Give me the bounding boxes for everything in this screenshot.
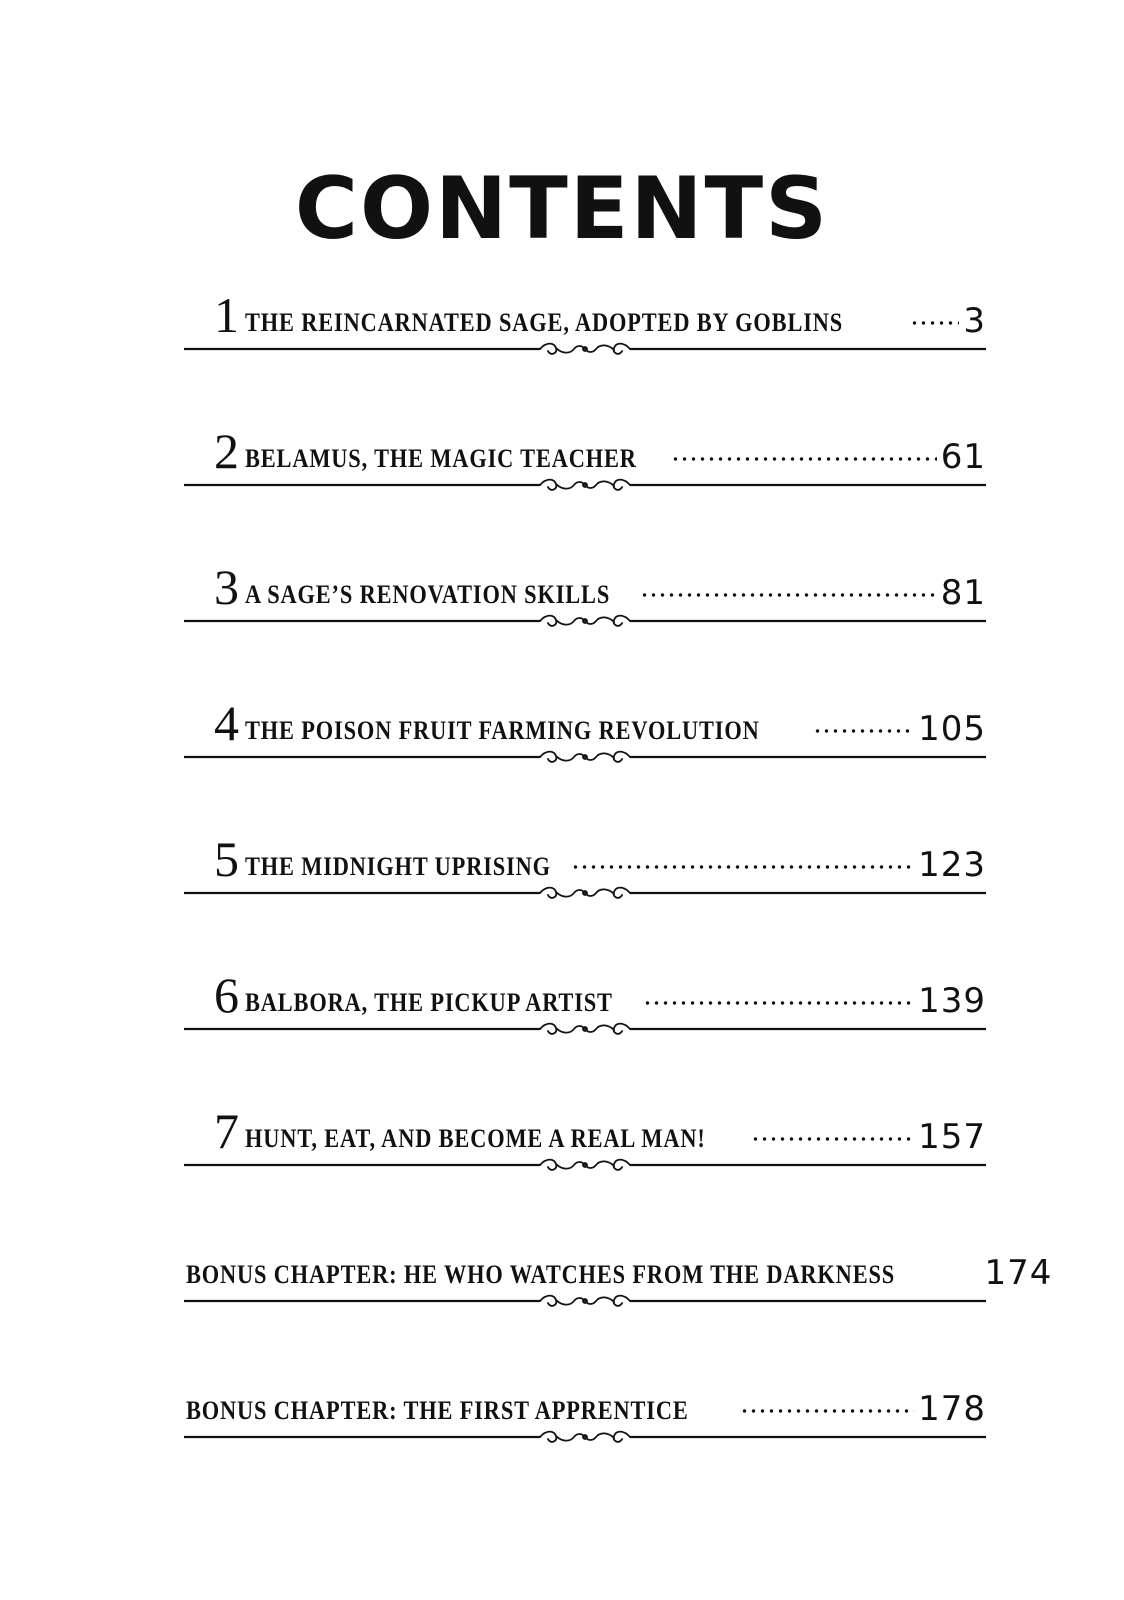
chapter-number: 1 [214, 287, 239, 343]
ornament-divider-icon [184, 338, 986, 364]
chapter-title: THE MIDNIGHT UPRISING [245, 852, 551, 881]
ornament-divider-icon [184, 1154, 986, 1180]
page-number: 3 [963, 301, 986, 341]
toc-entry[interactable] [184, 960, 986, 1096]
dot-leader [740, 1404, 914, 1418]
toc-entry[interactable] [184, 1368, 986, 1504]
page-number: 81 [940, 573, 986, 613]
toc-entry[interactable] [184, 688, 986, 824]
dot-leader [813, 724, 914, 738]
page-number: 123 [918, 845, 986, 885]
chapter-title: A SAGE’S RENOVATION SKILLS [245, 580, 611, 609]
dot-leader [751, 1132, 914, 1146]
toc-entry[interactable] [184, 416, 986, 552]
ornament-divider-icon [184, 1018, 986, 1044]
page-number: 157 [918, 1117, 986, 1157]
ornament-divider-icon [184, 1290, 986, 1316]
dot-leader [910, 316, 959, 330]
page-title: CONTENTS [294, 158, 830, 259]
toc-entry[interactable] [184, 824, 986, 960]
chapter-number: 5 [214, 831, 239, 887]
dot-leader [671, 452, 937, 466]
chapter-number: 2 [214, 423, 239, 479]
ornament-divider-icon [184, 1426, 986, 1452]
ornament-divider-icon [184, 746, 986, 772]
page-number: 174 [984, 1253, 1053, 1293]
chapter-title: BALBORA, THE PICKUP ARTIST [245, 988, 613, 1017]
chapter-number: 7 [214, 1103, 239, 1159]
chapter-title: THE POISON FRUIT FARMING REVOLUTION [245, 716, 760, 745]
toc-entry[interactable] [184, 1232, 1053, 1368]
table-of-contents [184, 280, 1053, 1504]
chapter-number: 6 [214, 967, 239, 1023]
chapter-title: THE REINCARNATED SAGE, ADOPTED BY GOBLINS [245, 308, 844, 337]
dot-leader [643, 996, 914, 1010]
ornament-divider-icon [184, 474, 986, 500]
page-number: 105 [918, 709, 986, 749]
page-number: 178 [918, 1389, 986, 1429]
toc-entry[interactable] [184, 1096, 986, 1232]
ornament-divider-icon [184, 882, 986, 908]
ornament-divider-icon [184, 610, 986, 636]
chapter-title: BONUS CHAPTER: THE FIRST APPRENTICE [186, 1396, 689, 1425]
chapter-title: HUNT, EAT, AND BECOME A REAL MAN! [245, 1124, 706, 1153]
chapter-number: 4 [214, 695, 239, 751]
toc-entry[interactable] [184, 280, 986, 416]
chapter-number: 3 [214, 559, 239, 615]
page-number: 139 [918, 981, 986, 1021]
dot-leader [640, 588, 937, 602]
chapter-title: BELAMUS, THE MAGIC TEACHER [245, 444, 637, 473]
page-number: 61 [940, 437, 986, 477]
dot-leader [571, 860, 914, 874]
chapter-title: BONUS CHAPTER: HE WHO WATCHES FROM THE DARKNESS [186, 1260, 896, 1289]
toc-entry[interactable] [184, 552, 986, 688]
